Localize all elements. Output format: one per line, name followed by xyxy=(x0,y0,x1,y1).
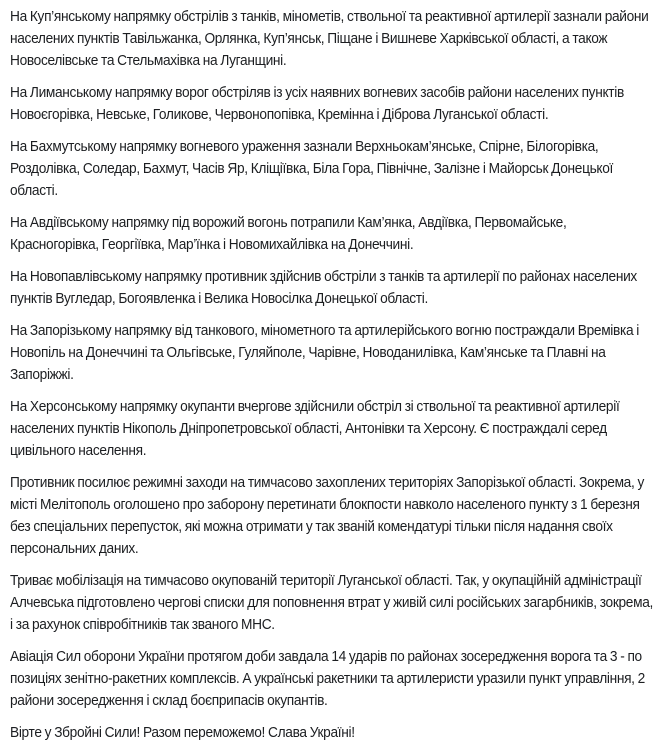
paragraph-closing: Вірте у Збройні Сили! Разом переможемо! Слава Україні! xyxy=(10,725,355,741)
paragraph-lyman: На Лиманському напрямку ворог обстріляв із усіх наявних вогневих засобів райони населених пунктів Новоєгорівка, Невське, Голикове, Червонопопівка, Кремінна і Діброва Луганської області. xyxy=(10,85,624,123)
paragraph-melitopol: Противник посилює режимні заходи на тимчасово захоплених територіях Запорізької області. Зокрема, у місті Мелітополь оголошено про заборону перетинати блокпости навколо населеного пункту з 1 березня без спеціальних перепусток, які можна отримати у так званій комендатурі тільки після надання своїх персональних даних. xyxy=(10,475,645,557)
paragraph-kupiansk: На Куп’янському напрямку обстрілів з танків, мінометів, ствольної та реактивної артилерії зазнали райони населених пунктів Тавільжанка, Орлянка, Куп’янськ, Піщане і Вишневе Харківської області, а також Новоселівське та Стельмахівка на Луганщині. xyxy=(10,9,649,69)
paragraph-bakhmut: На Бахмутському напрямку вогневого ураження зазнали Верхньокам’янське, Спірне, Білогорівка, Роздолівка, Соледар, Бахмут, Часів Яр, Кліщіївка, Біла Гора, Північне, Залізне і Майорськ Донецької області. xyxy=(10,139,614,199)
paragraph-avdiivka: На Авдіївському напрямку під ворожий вогонь потрапили Кам’янка, Авдіївка, Первомайське, Красногорівка, Георгіївка, Мар’їнка і Новомихайлівка на Донеччині. xyxy=(10,215,567,253)
paragraph-novopavlivka: На Новопавлівському напрямку противник здійснив обстріли з танків та артилерії по районах населених пунктів Вугледар, Богоявленка і Велика Новосілка Донецької області. xyxy=(10,269,637,307)
paragraph-aviation: Авіація Сил оборони України протягом доби завдала 14 ударів по районах зосередження ворога та 3 - по позиціях зенітно-ракетних комплексів. А українські ракетники та артилеристи уразили пункт управління, 2 райони зосередження і склад боєприпасів окупантів. xyxy=(10,649,645,709)
paragraph-kherson: На Херсонському напрямку окупанти вчергове здійснили обстріл зі ствольної та реактивної артилерії населених пунктів Нікополь Дніпропетровської області, Антонівки та Херсону. Є постраждалі серед цивільного населення. xyxy=(10,399,620,459)
paragraph-zaporizhzhia: На Запорізькому напрямку від танкового, мінометного та артилерійського вогню постраждали Времівка і Новопіль на Донеччині та Ольгівське, Гуляйполе, Чарівне, Новоданилівка, Кам’янське та Плавні на Запоріжжі. xyxy=(10,323,639,383)
paragraph-mobilization: Триває мобілізація на тимчасово окупованій території Луганської області. Так, у окупаційній адміністрації Алчевська підготовлено чергові списки для поповнення втрат у живій силі російських загарбників, зокрема, і за рахунок співробітників так званого МНС. xyxy=(10,573,654,633)
